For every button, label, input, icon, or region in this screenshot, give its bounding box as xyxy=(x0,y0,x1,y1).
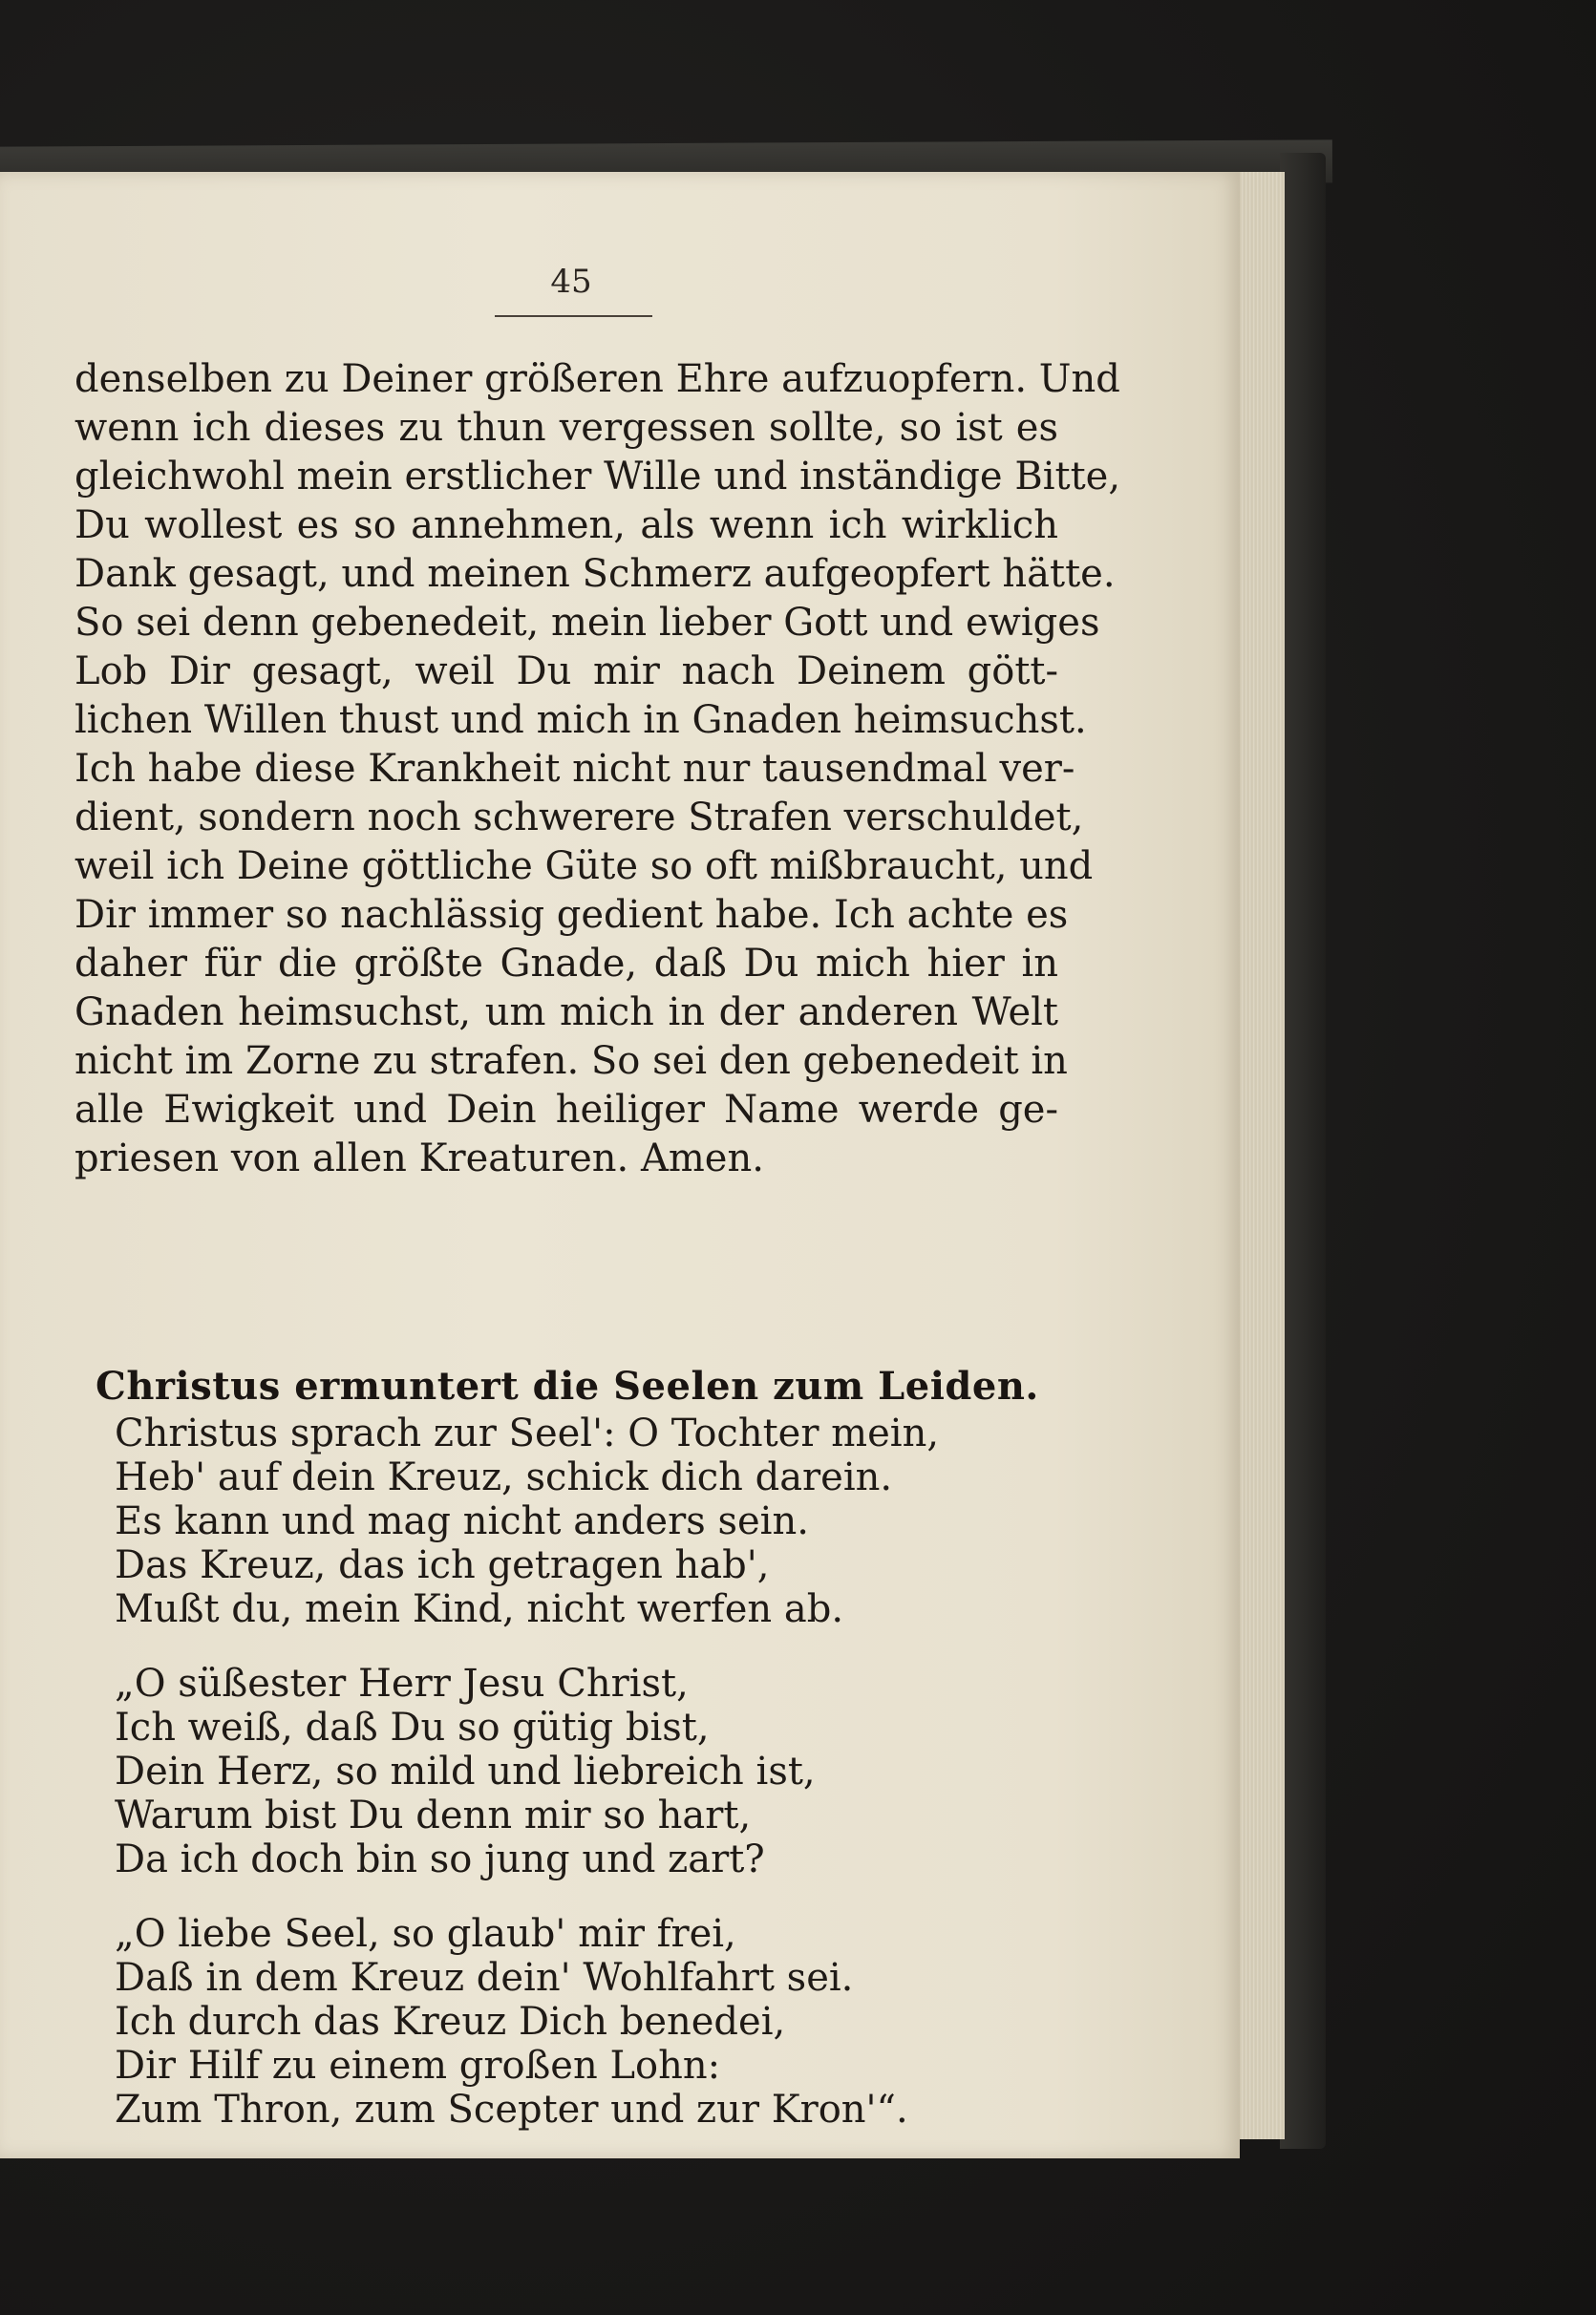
text-line: So sei denn gebenedeit, mein lieber Gott und ewiges xyxy=(74,601,1100,645)
page-number-text: 45 xyxy=(550,263,592,301)
verse-line: Heb' auf dein Kreuz, schick dich darein. xyxy=(115,1455,893,1499)
poem-stanza xyxy=(115,1412,1070,1631)
poem-stanza xyxy=(115,1662,1070,1881)
verse-line: Es kann und mag nicht anders sein. xyxy=(115,1499,809,1543)
prayer-paragraph xyxy=(74,355,1121,1183)
book-cover-right-edge xyxy=(1280,153,1326,2149)
verse-line: Ich durch das Kreuz Dich benedei, xyxy=(115,2000,786,2044)
verse-line: Ich weiß, daß Du so gütig bist, xyxy=(115,1706,710,1750)
text-line: nicht im Zorne zu strafen. So sei den gebenedeit in xyxy=(74,1039,1068,1083)
verse-line: Dein Herz, so mild und liebreich ist, xyxy=(115,1750,816,1794)
text-line: Du wollest es so annehmen, als wenn ich wirklich xyxy=(74,503,1058,547)
text-line: alle Ewigkeit und Dein heiliger Name werde ge- xyxy=(74,1088,1058,1132)
book-page xyxy=(0,172,1240,2158)
text-line: Lob Dir gesagt, weil Du mir nach Deinem gött- xyxy=(74,649,1058,693)
verse-line: „O liebe Seel, so glaub' mir frei, xyxy=(115,1912,736,1956)
text-line: denselben zu Deiner größeren Ehre aufzuopfern. Und xyxy=(74,357,1120,401)
text-line: Ich habe diese Krankheit nicht nur tausendmal ver- xyxy=(74,747,1075,791)
verse-line: Christus sprach zur Seel': O Tochter mein, xyxy=(115,1412,940,1455)
section-heading: Christus ermuntert die Seelen zum Leiden. xyxy=(96,1364,1039,1409)
text-line: wenn ich dieses zu thun vergessen sollte, so ist es xyxy=(74,406,1058,450)
verse-line: Zum Thron, zum Scepter und zur Kron'“. xyxy=(115,2088,908,2132)
verse-line: Daß in dem Kreuz dein' Wohlfahrt sei. xyxy=(115,1956,854,2000)
text-line: lichen Willen thust und mich in Gnaden heimsuchst. xyxy=(74,698,1087,742)
verse-line: Mußt du, mein Kind, nicht werfen ab. xyxy=(115,1587,844,1631)
text-line: Gnaden heimsuchst, um mich in der anderen Welt xyxy=(74,990,1058,1034)
poem-stanza xyxy=(115,1912,1070,2132)
text-line: weil ich Deine göttliche Güte so oft mißbraucht, und xyxy=(74,844,1094,888)
verse-line: „O süßester Herr Jesu Christ, xyxy=(115,1662,689,1706)
page-number xyxy=(0,263,1146,301)
verse-line: Warum bist Du denn mir so hart, xyxy=(115,1794,752,1837)
text-line: priesen von allen Kreaturen. Amen. xyxy=(74,1136,764,1180)
text-line: Dir immer so nachlässig gedient habe. Ich achte es xyxy=(74,893,1069,937)
text-line: Dank gesagt, und meinen Schmerz aufgeopfert hätte. xyxy=(74,552,1116,596)
text-line: dient, sondern noch schwerere Strafen verschuldet, xyxy=(74,796,1084,839)
text-line: daher für die größte Gnade, daß Du mich hier in xyxy=(74,942,1058,986)
verse-line: Da ich doch bin so jung und zart? xyxy=(115,1837,765,1881)
verse-line: Dir Hilf zu einem großen Lohn: xyxy=(115,2044,721,2088)
verse-line: Das Kreuz, das ich getragen hab', xyxy=(115,1543,770,1587)
header-rule xyxy=(495,315,652,317)
poem xyxy=(115,1412,1070,2162)
text-line: gleichwohl mein erstlicher Wille und inständige Bitte, xyxy=(74,455,1121,499)
